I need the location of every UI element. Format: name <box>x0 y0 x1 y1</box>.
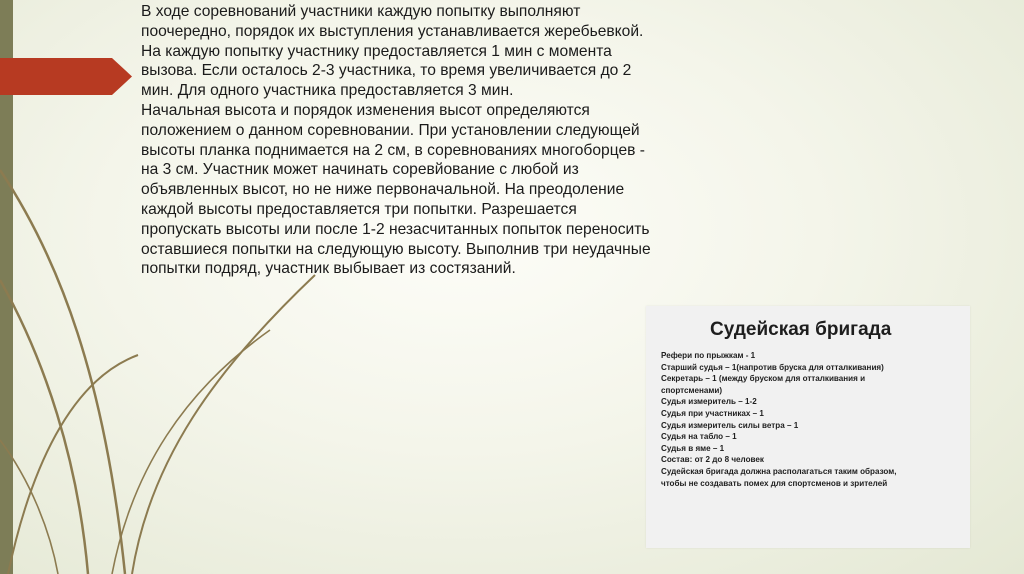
card-line: Секретарь – 1 (между бруском для отталкивания и <box>661 374 866 384</box>
curve-5 <box>112 330 270 574</box>
curve-6 <box>0 440 58 574</box>
card-line: чтобы не создавать помех для спортсменов и зрителей <box>661 478 888 488</box>
card-title: Судейская бригада <box>710 319 892 340</box>
card-line: Судья в яме – 1 <box>661 443 725 453</box>
card-line: спортсменами) <box>661 385 723 395</box>
curve-4 <box>132 275 315 574</box>
card-line: Состав: от 2 до 8 человек <box>661 455 764 465</box>
judges-card <box>646 306 970 548</box>
card-line: Судья при участниках – 1 <box>661 408 764 418</box>
card-line: Судейская бригада должна располагаться таким образом, <box>661 466 897 476</box>
card-line: Судья на табло – 1 <box>661 432 737 442</box>
accent-arrow-shape <box>0 58 132 95</box>
paragraph-2: Начальная высота и порядок изменения высот определяются положением о данном соревновании. При установлении следующей высоты планка поднимается на 2 см, в соревнованиях многоборцев - на 3 см. Участник может начинать соревйование с любой из объявленных высот, но не ниже первоначальной. На преодоление каждой высоты предоставляется три попытки. Разрешается пропускать высоты или после 1-2 незасчитанных попыток переносить оставшиеся попытки на следующую высоту. Выполнив три неудачные попытки подряд, участник выбывает из состязаний. <box>141 101 651 278</box>
main-text-block <box>141 2 656 279</box>
card-list <box>661 350 966 489</box>
card-line: Судья измеритель – 1-2 <box>661 397 757 407</box>
card-line: Рефери по прыжкам - 1 <box>661 351 756 360</box>
curve-3 <box>8 355 138 574</box>
card-line: Судья измеритель силы ветра – 1 <box>661 420 799 430</box>
paragraph-1: В ходе соревнований участники каждую попытку выполняют поочередно, порядок их выступления устанавливается жеребьевкой. На каждую попытку участнику предоставляется 1 мин с момента вызова. Если осталось 2-3 участника, то время увеличивается до 2 мин. Для одного участника предоставляется 3 мин. <box>141 3 644 100</box>
card-line: Старший судья – 1(напротив бруска для отталкивания) <box>661 362 884 372</box>
